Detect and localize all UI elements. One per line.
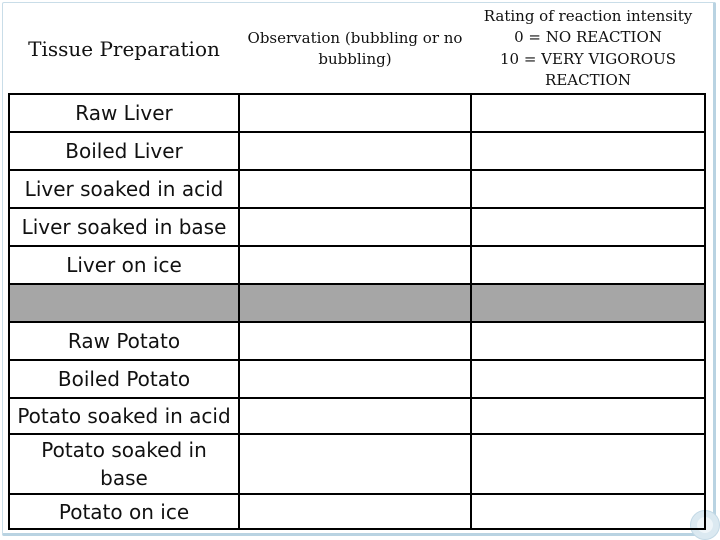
header-rating-line-4: REACTION xyxy=(545,71,631,89)
row-label-boiled-potato: Boiled Potato xyxy=(9,360,239,398)
observation-cell[interactable] xyxy=(239,494,471,529)
table-row xyxy=(9,494,705,529)
rating-cell[interactable] xyxy=(471,246,705,284)
rating-cell[interactable] xyxy=(471,360,705,398)
rating-cell[interactable] xyxy=(471,208,705,246)
row-label-potato-ice: Potato on ice xyxy=(9,494,239,529)
rating-cell[interactable] xyxy=(471,494,705,529)
table-row xyxy=(9,360,705,398)
row-label-raw-potato: Raw Potato xyxy=(9,322,239,360)
header-tissue-preparation xyxy=(9,4,239,94)
header-rating xyxy=(471,4,705,94)
rating-cell[interactable] xyxy=(471,434,705,494)
observation-cell[interactable] xyxy=(239,246,471,284)
row-label-raw-liver: Raw Liver xyxy=(9,94,239,132)
table-header-row xyxy=(9,4,705,94)
header-rating-line-1: Rating of reaction intensity xyxy=(483,6,693,25)
header-rating-line-2: 0 = NO REACTION xyxy=(514,28,662,46)
table-row xyxy=(9,208,705,246)
rating-cell[interactable] xyxy=(471,398,705,434)
separator-cell xyxy=(471,284,705,322)
rating-cell[interactable] xyxy=(471,132,705,170)
row-label-liver-ice: Liver on ice xyxy=(9,246,239,284)
table-row xyxy=(9,398,705,434)
rating-cell[interactable] xyxy=(471,94,705,132)
observation-cell[interactable] xyxy=(239,170,471,208)
separator-cell xyxy=(9,284,239,322)
observation-cell[interactable] xyxy=(239,398,471,434)
observation-cell[interactable] xyxy=(239,360,471,398)
rating-cell[interactable] xyxy=(471,170,705,208)
table-row xyxy=(9,434,705,494)
table-row xyxy=(9,170,705,208)
observation-cell[interactable] xyxy=(239,322,471,360)
separator-cell xyxy=(239,284,471,322)
separator-row xyxy=(9,284,705,322)
row-label-boiled-liver: Boiled Liver xyxy=(9,132,239,170)
header-observation-line-2: bubbling) xyxy=(318,49,392,68)
rating-cell[interactable] xyxy=(471,322,705,360)
table-row xyxy=(9,322,705,360)
header-observation-line-1: Observation (bubbling or no xyxy=(247,28,463,47)
table-row xyxy=(9,132,705,170)
observation-cell[interactable] xyxy=(239,208,471,246)
lab-data-table xyxy=(8,4,706,530)
table-row xyxy=(9,94,705,132)
row-label-potato-acid: Potato soaked in acid xyxy=(9,398,239,434)
row-label-potato-base-line-1: Potato soaked in xyxy=(41,438,207,462)
row-label-liver-base: Liver soaked in base xyxy=(9,208,239,246)
row-label-potato-base xyxy=(9,434,239,494)
header-rating-line-3: 10 = VERY VIGOROUS xyxy=(499,49,677,68)
table-row xyxy=(9,246,705,284)
observation-cell[interactable] xyxy=(239,132,471,170)
observation-cell[interactable] xyxy=(239,94,471,132)
observation-cell[interactable] xyxy=(239,434,471,494)
row-label-potato-base-line-2: base xyxy=(100,466,148,490)
header-observation xyxy=(239,4,471,94)
header-tissue-preparation-text: Tissue Preparation xyxy=(28,36,220,61)
row-label-liver-acid: Liver soaked in acid xyxy=(9,170,239,208)
